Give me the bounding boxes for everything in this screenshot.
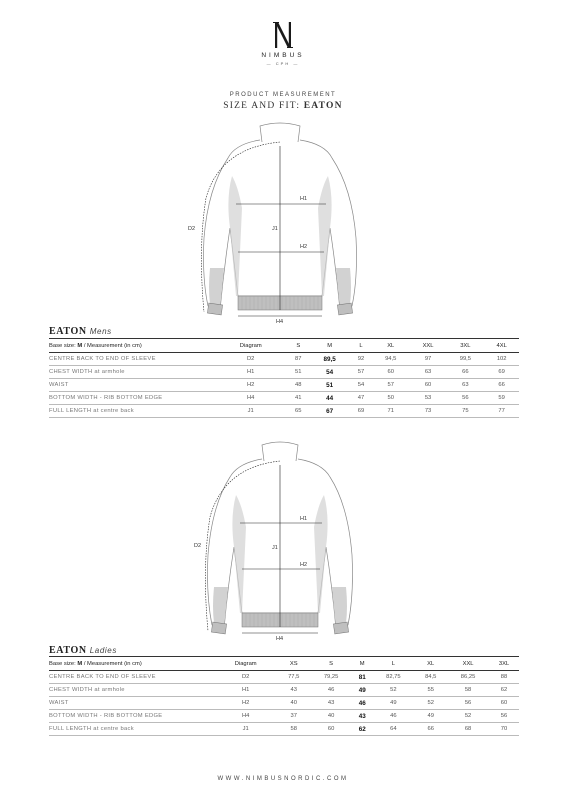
header-cell: Diagram xyxy=(214,339,287,353)
mens-title: EATON xyxy=(49,326,87,337)
title-prefix: SIZE AND FIT: xyxy=(223,101,301,111)
page-title xyxy=(0,101,566,111)
ladies-label-d2: D2 xyxy=(194,543,202,549)
size-value: 64 xyxy=(372,723,414,736)
size-value: 43 xyxy=(352,710,372,723)
diagram-code: H2 xyxy=(214,697,277,710)
size-value: 84,5 xyxy=(414,671,447,684)
size-value: 81 xyxy=(352,671,372,684)
measurement-label: CENTRE BACK TO END OF SLEEVE xyxy=(49,353,214,366)
diagram-code: D2 xyxy=(214,671,277,684)
table-row xyxy=(49,697,519,710)
size-value: 51 xyxy=(309,379,350,392)
size-value: 48 xyxy=(287,379,309,392)
size-value: 65 xyxy=(287,405,309,418)
ladies-label-h4: H4 xyxy=(276,636,284,642)
size-value: 71 xyxy=(372,405,410,418)
size-value: 67 xyxy=(309,405,350,418)
size-value: 52 xyxy=(447,710,489,723)
size-value: 99,5 xyxy=(446,353,484,366)
diagram-code: H1 xyxy=(214,366,287,379)
header-base-size: Base size: M / Measurement (in cm) xyxy=(49,657,214,671)
size-value: 75 xyxy=(446,405,484,418)
size-value: 58 xyxy=(277,723,310,736)
size-value: 51 xyxy=(287,366,309,379)
ladies-subtitle: Ladies xyxy=(89,646,117,655)
header-cell: XXL xyxy=(410,339,447,353)
brand-name: NIMBUS xyxy=(261,52,305,59)
label-j1: J1 xyxy=(272,226,278,232)
size-value: 46 xyxy=(310,684,352,697)
table-row xyxy=(49,366,519,379)
size-value: 58 xyxy=(447,684,489,697)
size-value: 43 xyxy=(310,697,352,710)
diagram-code: H4 xyxy=(214,710,277,723)
header-cell: S xyxy=(287,339,309,353)
diagram-code: H4 xyxy=(214,392,287,405)
size-value: 82,75 xyxy=(372,671,414,684)
size-value: 53 xyxy=(410,392,447,405)
header-cell: L xyxy=(350,339,372,353)
diagram-code: J1 xyxy=(214,723,277,736)
size-value: 46 xyxy=(352,697,372,710)
nimbus-n-logo-icon xyxy=(273,20,293,50)
size-value: 62 xyxy=(352,723,372,736)
mens-jacket-diagram xyxy=(180,118,380,326)
label-d2: D2 xyxy=(188,226,196,232)
table-row xyxy=(49,379,519,392)
size-value: 62 xyxy=(489,684,519,697)
size-value: 102 xyxy=(484,353,519,366)
size-value: 55 xyxy=(414,684,447,697)
label-h4: H4 xyxy=(276,319,284,325)
size-value: 50 xyxy=(372,392,410,405)
measurement-label: WAIST xyxy=(49,379,214,392)
table-row xyxy=(49,671,519,684)
table-row xyxy=(49,392,519,405)
size-value: 49 xyxy=(352,684,372,697)
header-cell: L xyxy=(372,657,414,671)
size-value: 40 xyxy=(310,710,352,723)
ladies-label-h2: H2 xyxy=(300,562,308,568)
size-value: 41 xyxy=(287,392,309,405)
label-h1: H1 xyxy=(300,196,308,202)
size-value: 70 xyxy=(489,723,519,736)
size-value: 79,25 xyxy=(310,671,352,684)
table-header-row xyxy=(49,339,519,353)
table-row xyxy=(49,405,519,418)
size-value: 68 xyxy=(447,723,489,736)
header-cell: 4XL xyxy=(484,339,519,353)
header-cell: M xyxy=(309,339,350,353)
header-cell: XS xyxy=(277,657,310,671)
measurement-label: BOTTOM WIDTH - RIB BOTTOM EDGE xyxy=(49,392,214,405)
header-base-size: Base size: M / Measurement (in cm) xyxy=(49,339,214,353)
header-cell: S xyxy=(310,657,352,671)
size-value: 87 xyxy=(287,353,309,366)
ladies-section-title xyxy=(49,645,117,656)
mens-size-table xyxy=(49,338,519,418)
ladies-title: EATON xyxy=(49,645,87,656)
table-row xyxy=(49,353,519,366)
measurement-label: CHEST WIDTH at armhole xyxy=(49,684,214,697)
size-value: 59 xyxy=(484,392,519,405)
diagram-code: H2 xyxy=(214,379,287,392)
size-value: 73 xyxy=(410,405,447,418)
diagram-code: D2 xyxy=(214,353,287,366)
measurement-label: BOTTOM WIDTH - RIB BOTTOM EDGE xyxy=(49,710,214,723)
size-value: 49 xyxy=(372,697,414,710)
table-header-row xyxy=(49,657,519,671)
size-value: 54 xyxy=(309,366,350,379)
title-product: EATON xyxy=(303,101,343,111)
size-value: 88 xyxy=(489,671,519,684)
size-value: 46 xyxy=(372,710,414,723)
size-value: 63 xyxy=(410,366,447,379)
size-value: 77,5 xyxy=(277,671,310,684)
size-value: 57 xyxy=(372,379,410,392)
header-cell: M xyxy=(352,657,372,671)
size-value: 94,5 xyxy=(372,353,410,366)
size-value: 47 xyxy=(350,392,372,405)
header-cell: XL xyxy=(372,339,410,353)
size-value: 56 xyxy=(489,710,519,723)
size-value: 56 xyxy=(447,697,489,710)
diagram-code: H1 xyxy=(214,684,277,697)
header-cell: XXL xyxy=(447,657,489,671)
size-value: 57 xyxy=(350,366,372,379)
size-value: 92 xyxy=(350,353,372,366)
ladies-size-table xyxy=(49,656,519,736)
size-value: 69 xyxy=(350,405,372,418)
size-value: 89,5 xyxy=(309,353,350,366)
table-row xyxy=(49,684,519,697)
size-value: 66 xyxy=(414,723,447,736)
brand-sub: — CPH — xyxy=(266,61,300,66)
size-value: 86,25 xyxy=(447,671,489,684)
ladies-jacket-diagram xyxy=(180,435,380,645)
table-row xyxy=(49,723,519,736)
footer-url[interactable]: WWW.NIMBUSNORDIC.COM xyxy=(217,776,349,782)
header-cell: Diagram xyxy=(214,657,277,671)
size-value: 56 xyxy=(446,392,484,405)
size-value: 63 xyxy=(446,379,484,392)
size-value: 97 xyxy=(410,353,447,366)
size-value: 60 xyxy=(310,723,352,736)
size-value: 44 xyxy=(309,392,350,405)
header-cell: 3XL xyxy=(489,657,519,671)
size-value: 60 xyxy=(410,379,447,392)
label-h2: H2 xyxy=(300,244,308,250)
size-value: 66 xyxy=(446,366,484,379)
size-value: 40 xyxy=(277,697,310,710)
size-value: 37 xyxy=(277,710,310,723)
size-value: 49 xyxy=(414,710,447,723)
measurement-label: WAIST xyxy=(49,697,214,710)
size-value: 69 xyxy=(484,366,519,379)
size-value: 77 xyxy=(484,405,519,418)
size-value: 52 xyxy=(372,684,414,697)
table-row xyxy=(49,710,519,723)
mens-section-title xyxy=(49,326,112,337)
size-value: 43 xyxy=(277,684,310,697)
measurement-label: FULL LENGTH at centre back xyxy=(49,723,214,736)
brand-logo xyxy=(233,20,333,66)
measurement-label: CENTRE BACK TO END OF SLEEVE xyxy=(49,671,214,684)
ladies-label-j1: J1 xyxy=(272,545,278,551)
ladies-label-h1: H1 xyxy=(300,516,308,522)
size-value: 60 xyxy=(489,697,519,710)
measurement-label: CHEST WIDTH at armhole xyxy=(49,366,214,379)
measurement-label: FULL LENGTH at centre back xyxy=(49,405,214,418)
size-value: 52 xyxy=(414,697,447,710)
size-value: 66 xyxy=(484,379,519,392)
page-kicker: PRODUCT MEASUREMENT xyxy=(229,92,337,98)
size-value: 60 xyxy=(372,366,410,379)
mens-subtitle: Mens xyxy=(89,327,112,336)
diagram-code: J1 xyxy=(214,405,287,418)
header-cell: 3XL xyxy=(446,339,484,353)
header-cell: XL xyxy=(414,657,447,671)
size-value: 54 xyxy=(350,379,372,392)
